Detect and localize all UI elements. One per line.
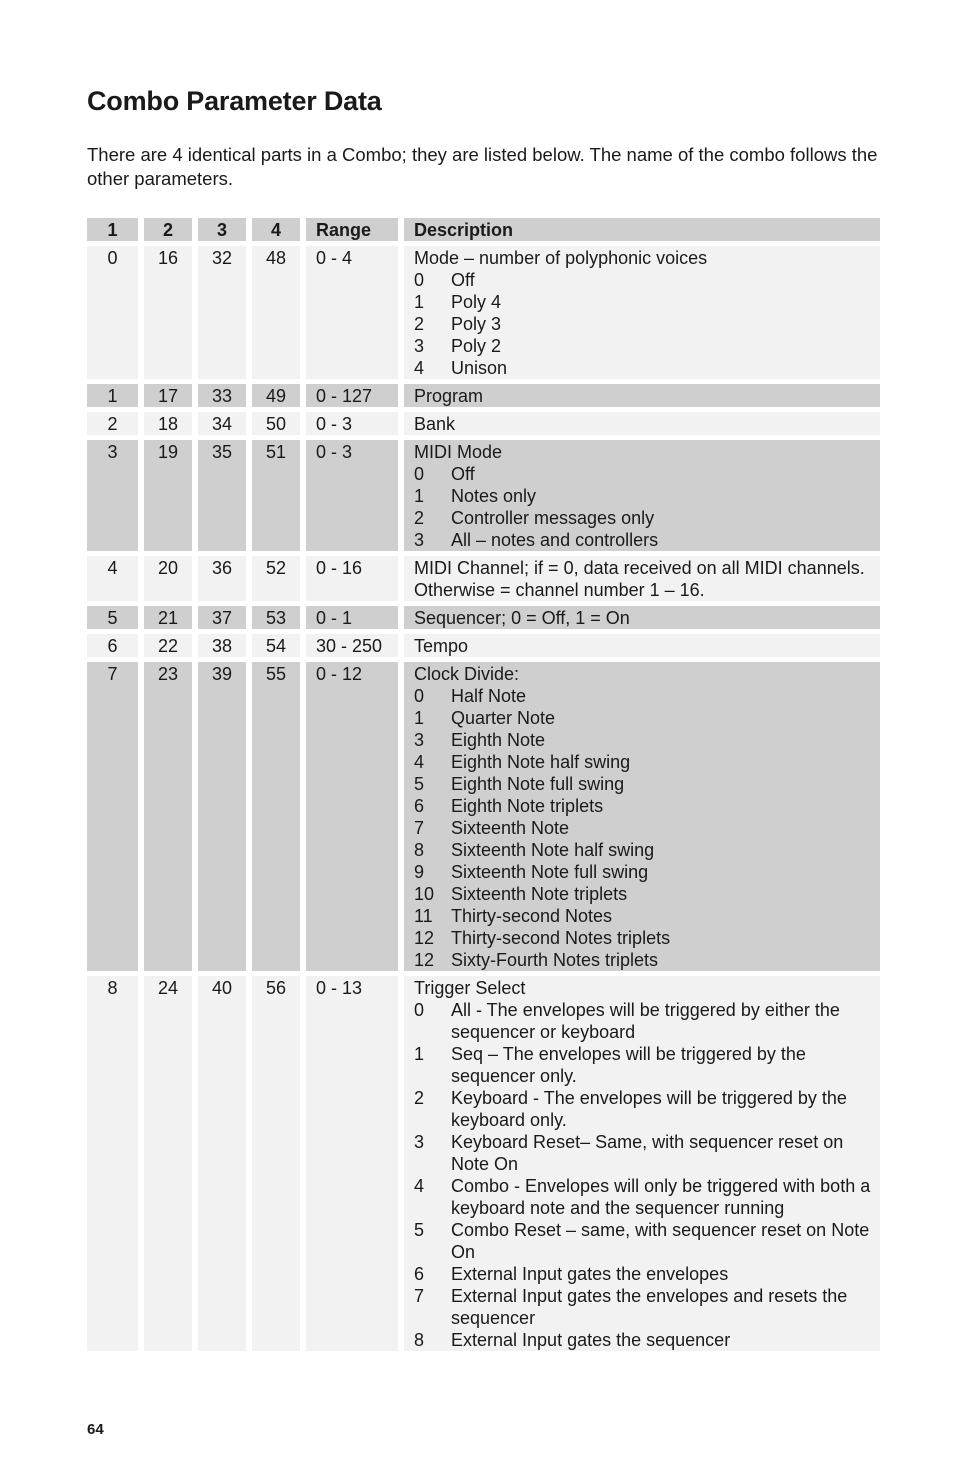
part-1-address-cell: 0 bbox=[87, 246, 138, 379]
description-text: Trigger Select bbox=[414, 978, 526, 998]
description-text: Mode – number of polyphonic voices bbox=[414, 248, 708, 268]
option-label: Unison bbox=[451, 358, 508, 378]
description-text: Tempo bbox=[414, 636, 469, 656]
option-item bbox=[414, 313, 880, 335]
header-part-2: 2 bbox=[144, 218, 192, 241]
part-1-address-cell: 8 bbox=[87, 976, 138, 1351]
parameter-table bbox=[87, 218, 880, 1356]
option-label: Sixty-Fourth Notes triplets bbox=[451, 950, 659, 970]
option-label: Poly 2 bbox=[451, 336, 502, 356]
option-item bbox=[414, 839, 880, 861]
part-1-address-cell: 7 bbox=[87, 662, 138, 971]
part-3-address-cell: 35 bbox=[198, 440, 246, 551]
option-label: Keyboard - The envelopes will be triggered by the keyboard only. bbox=[451, 1088, 847, 1130]
description-cell bbox=[404, 440, 880, 551]
option-value: 4 bbox=[414, 752, 425, 772]
option-value: 1 bbox=[414, 708, 425, 728]
option-label: External Input gates the envelopes and resets the sequencer bbox=[451, 1286, 848, 1328]
range-cell: 0 - 127 bbox=[306, 384, 398, 407]
part-2-address-cell: 16 bbox=[144, 246, 192, 379]
option-value: 1 bbox=[414, 292, 425, 312]
option-item bbox=[414, 463, 880, 485]
part-4-address-cell: 53 bbox=[252, 606, 300, 629]
description-cell bbox=[404, 412, 880, 435]
option-item bbox=[414, 883, 880, 905]
part-2-address-cell: 17 bbox=[144, 384, 192, 407]
option-item bbox=[414, 291, 880, 313]
option-label: External Input gates the envelopes bbox=[451, 1264, 729, 1284]
option-item bbox=[414, 817, 880, 839]
part-2-address-cell: 20 bbox=[144, 556, 192, 601]
table-row bbox=[87, 246, 880, 379]
part-3-address-cell: 39 bbox=[198, 662, 246, 971]
range-cell: 0 - 4 bbox=[306, 246, 398, 379]
option-value: 5 bbox=[414, 774, 425, 794]
part-4-address-cell: 55 bbox=[252, 662, 300, 971]
option-label: Thirty-second Notes triplets bbox=[451, 928, 671, 948]
option-label: All - The envelopes will be triggered by either the sequencer or keyboard bbox=[451, 1000, 840, 1042]
intro-paragraph: There are 4 identical parts in a Combo; they are listed below. The name of the combo follows the other parameters. bbox=[87, 144, 878, 189]
range-cell: 0 - 1 bbox=[306, 606, 398, 629]
table-header-row bbox=[87, 218, 880, 241]
part-2-address-cell: 21 bbox=[144, 606, 192, 629]
table-row bbox=[87, 976, 880, 1351]
option-value: 10 bbox=[414, 884, 435, 904]
option-label: Notes only bbox=[451, 486, 537, 506]
part-2-address-cell: 24 bbox=[144, 976, 192, 1351]
option-value: 8 bbox=[414, 840, 425, 860]
part-4-address-cell: 51 bbox=[252, 440, 300, 551]
option-label: Controller messages only bbox=[451, 508, 655, 528]
part-4-address-cell: 52 bbox=[252, 556, 300, 601]
option-value: 2 bbox=[414, 314, 425, 334]
description-cell bbox=[404, 662, 880, 971]
option-value: 0 bbox=[414, 686, 425, 706]
part-3-address-cell: 37 bbox=[198, 606, 246, 629]
option-label: Off bbox=[451, 464, 475, 484]
header-part-4: 4 bbox=[252, 218, 300, 241]
option-item bbox=[414, 1285, 880, 1329]
option-item bbox=[414, 795, 880, 817]
option-label: Sixteenth Note bbox=[451, 818, 570, 838]
header-range: Range bbox=[306, 218, 398, 241]
option-label: External Input gates the sequencer bbox=[451, 1330, 731, 1350]
option-label: Quarter Note bbox=[451, 708, 556, 728]
option-label: Eighth Note full swing bbox=[451, 774, 625, 794]
option-value: 11 bbox=[414, 906, 433, 926]
option-value: 4 bbox=[414, 1176, 425, 1196]
table-body bbox=[87, 246, 880, 1351]
part-4-address-cell: 56 bbox=[252, 976, 300, 1351]
range-cell: 0 - 12 bbox=[306, 662, 398, 971]
option-item bbox=[414, 335, 880, 357]
description-text: MIDI Channel; if = 0, data received on all MIDI channels. Otherwise = channel number 1 – 16. bbox=[414, 558, 865, 600]
option-item bbox=[414, 707, 880, 729]
option-item bbox=[414, 1329, 880, 1351]
option-label: Poly 4 bbox=[451, 292, 502, 312]
option-item bbox=[414, 1219, 880, 1263]
option-item bbox=[414, 905, 880, 927]
option-item bbox=[414, 729, 880, 751]
option-label: Off bbox=[451, 270, 475, 290]
option-item bbox=[414, 485, 880, 507]
option-label: Seq – The envelopes will be triggered by the sequencer only. bbox=[451, 1044, 806, 1086]
part-3-address-cell: 34 bbox=[198, 412, 246, 435]
page-title: Combo Parameter Data bbox=[87, 86, 382, 116]
option-item bbox=[414, 773, 880, 795]
option-item bbox=[414, 999, 880, 1043]
range-cell: 0 - 13 bbox=[306, 976, 398, 1351]
option-item bbox=[414, 861, 880, 883]
table-row bbox=[87, 662, 880, 971]
part-2-address-cell: 19 bbox=[144, 440, 192, 551]
option-label: Keyboard Reset– Same, with sequencer reset on Note On bbox=[451, 1132, 844, 1174]
option-label: Thirty-second Notes bbox=[451, 906, 613, 926]
table-row bbox=[87, 634, 880, 657]
range-cell: 0 - 3 bbox=[306, 412, 398, 435]
option-item bbox=[414, 1175, 880, 1219]
part-3-address-cell: 38 bbox=[198, 634, 246, 657]
description-cell bbox=[404, 634, 880, 657]
option-item bbox=[414, 1043, 880, 1087]
description-cell bbox=[404, 556, 880, 601]
range-cell: 30 - 250 bbox=[306, 634, 398, 657]
option-value: 3 bbox=[414, 530, 425, 550]
option-value: 2 bbox=[414, 1088, 425, 1108]
option-item bbox=[414, 357, 880, 379]
part-1-address-cell: 3 bbox=[87, 440, 138, 551]
option-label: Half Note bbox=[451, 686, 527, 706]
option-label: Poly 3 bbox=[451, 314, 502, 334]
description-cell bbox=[404, 246, 880, 379]
description-text: MIDI Mode bbox=[414, 442, 503, 462]
option-value: 7 bbox=[414, 1286, 425, 1306]
option-value: 9 bbox=[414, 862, 425, 882]
option-value: 12 bbox=[414, 950, 435, 970]
header-description: Description bbox=[404, 218, 880, 241]
option-item bbox=[414, 927, 880, 949]
option-value: 8 bbox=[414, 1330, 425, 1350]
range-cell: 0 - 16 bbox=[306, 556, 398, 601]
description-text: Bank bbox=[414, 414, 456, 434]
table-row bbox=[87, 556, 880, 601]
option-item bbox=[414, 949, 880, 971]
option-label: Eighth Note half swing bbox=[451, 752, 631, 772]
option-label: Eighth Note bbox=[451, 730, 546, 750]
option-value: 3 bbox=[414, 730, 425, 750]
part-1-address-cell: 6 bbox=[87, 634, 138, 657]
option-item bbox=[414, 751, 880, 773]
part-1-address-cell: 5 bbox=[87, 606, 138, 629]
option-label: Combo Reset – same, with sequencer reset on Note On bbox=[451, 1220, 870, 1262]
option-value: 6 bbox=[414, 796, 425, 816]
part-2-address-cell: 22 bbox=[144, 634, 192, 657]
part-3-address-cell: 40 bbox=[198, 976, 246, 1351]
part-4-address-cell: 54 bbox=[252, 634, 300, 657]
option-value: 5 bbox=[414, 1220, 425, 1240]
option-value: 0 bbox=[414, 1000, 425, 1020]
part-4-address-cell: 48 bbox=[252, 246, 300, 379]
option-item bbox=[414, 507, 880, 529]
range-cell: 0 - 3 bbox=[306, 440, 398, 551]
part-3-address-cell: 32 bbox=[198, 246, 246, 379]
option-item bbox=[414, 269, 880, 291]
part-4-address-cell: 49 bbox=[252, 384, 300, 407]
part-2-address-cell: 18 bbox=[144, 412, 192, 435]
description-cell bbox=[404, 976, 880, 1351]
option-value: 2 bbox=[414, 508, 425, 528]
part-4-address-cell: 50 bbox=[252, 412, 300, 435]
option-item bbox=[414, 1263, 880, 1285]
option-label: All – notes and controllers bbox=[451, 530, 659, 550]
option-label: Combo - Envelopes will only be triggered with both a keyboard note and the sequencer running bbox=[451, 1176, 871, 1218]
description-text: Program bbox=[414, 386, 484, 406]
part-3-address-cell: 33 bbox=[198, 384, 246, 407]
description-text: Clock Divide: bbox=[414, 664, 520, 684]
option-label: Eighth Note triplets bbox=[451, 796, 604, 816]
option-value: 3 bbox=[414, 336, 425, 356]
option-value: 1 bbox=[414, 1044, 425, 1064]
part-1-address-cell: 2 bbox=[87, 412, 138, 435]
description-cell bbox=[404, 384, 880, 407]
option-value: 4 bbox=[414, 358, 425, 378]
part-3-address-cell: 36 bbox=[198, 556, 246, 601]
part-1-address-cell: 1 bbox=[87, 384, 138, 407]
option-value: 6 bbox=[414, 1264, 425, 1284]
table-row bbox=[87, 412, 880, 435]
option-value: 1 bbox=[414, 486, 425, 506]
description-cell bbox=[404, 606, 880, 629]
header-part-3: 3 bbox=[198, 218, 246, 241]
description-text: Sequencer; 0 = Off, 1 = On bbox=[414, 608, 630, 628]
option-item bbox=[414, 685, 880, 707]
option-value: 12 bbox=[414, 928, 435, 948]
header-part-1: 1 bbox=[87, 218, 138, 241]
option-item bbox=[414, 1087, 880, 1131]
table-row bbox=[87, 606, 880, 629]
page-number: 64 bbox=[87, 1421, 104, 1438]
option-value: 3 bbox=[414, 1132, 425, 1152]
option-label: Sixteenth Note full swing bbox=[451, 862, 649, 882]
option-value: 7 bbox=[414, 818, 425, 838]
option-label: Sixteenth Note triplets bbox=[451, 884, 628, 904]
part-2-address-cell: 23 bbox=[144, 662, 192, 971]
part-1-address-cell: 4 bbox=[87, 556, 138, 601]
option-item bbox=[414, 1131, 880, 1175]
option-label: Sixteenth Note half swing bbox=[451, 840, 655, 860]
option-value: 0 bbox=[414, 270, 425, 290]
option-value: 0 bbox=[414, 464, 425, 484]
table-row bbox=[87, 384, 880, 407]
option-item bbox=[414, 529, 880, 551]
table-row bbox=[87, 440, 880, 551]
